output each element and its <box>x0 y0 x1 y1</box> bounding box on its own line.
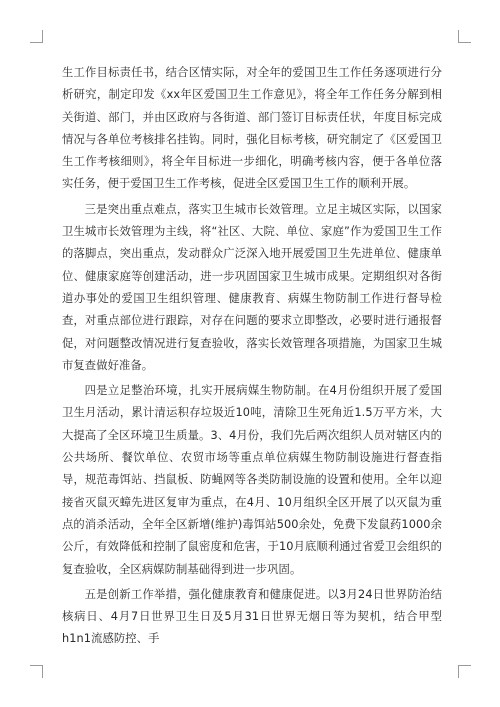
crop-mark-bottom-left <box>30 665 43 678</box>
crop-mark-top-right <box>458 30 471 43</box>
paragraph-1: 生工作目标责任书，结合区情实际，对全年的爱国卫生工作任务逐项进行分析研究，制定印发《xx年区爱国卫生工作意见》，将全年工作任务分解到相关街道、部门，并由区政府与各街道、部门签订目标责任状，年度目标完成情况与各单位考核排名挂钩。同时，强化目标考核，研究制定了《区爱国卫生工作考核细则》，将全年目标进一步细化，明确考核内容，便于各单位落实任务，便于爱国卫生工作考核，促进全区爱国卫生工作的顺利开展。 <box>62 66 442 191</box>
crop-mark-bottom-right <box>458 665 471 678</box>
crop-mark-top-left <box>30 30 43 43</box>
paragraph-3: 四是立足整治环境，扎实开展病媒生物防制。在4月份组织开展了爱国卫生月活动，累计清运积存垃圾近10吨，清除卫生死角近1.5万平方米，大大提高了全区环境卫生质量。3、4月份，我们先后两次组织人员对辖区内的公共场所、餐饮单位、农贸市场等重点单位病媒生物防制设施进行督查指导，规范毒饵站、挡鼠板、防蝇网等各类防制设施的设置和使用。全年以迎接省灭鼠灭蟑先进区复审为重点，在4月、10月组织全区开展了以灭鼠为重点的消杀活动，全年全区新增(维护)毒饵站500余处，免费下发鼠药1000余公斤，有效降低和控制了鼠密度和危害，于10月底顺利通过省爱卫会组织的复查验收，全区病媒防制基础得到进一步巩固。 <box>62 384 442 576</box>
document-body <box>62 62 442 654</box>
paragraph-4: 五是创新工作举措，强化健康教育和健康促进。以3月24日世界防治结核病日、4月7日世界卫生日及5月31日世界无烟日等为契机，结合甲型h1n1流感防控、手 <box>62 587 442 646</box>
paragraph-2: 三是突出重点难点，落实卫生城市长效管理。立足主城区实际，以国家卫生城市长效管理为主线，将“社区、大院、单位、家庭”作为爱国卫生工作的落脚点，突出重点，发动群众广泛深入地开展爱国卫生先进单位、健康单位、健康家庭等创建活动，进一步巩固国家卫生城市成果。定期组织对各街道办事处的爱国卫生组织管理、健康教育、病媒生物防制工作进行督导检查，对重点部位进行跟踪，对存在问题的要求立即整改，必要时进行通报督促，对问题整改情况进行复查验收，落实长效管理各项措施，为国家卫生城市复查做好准备。 <box>62 202 442 372</box>
